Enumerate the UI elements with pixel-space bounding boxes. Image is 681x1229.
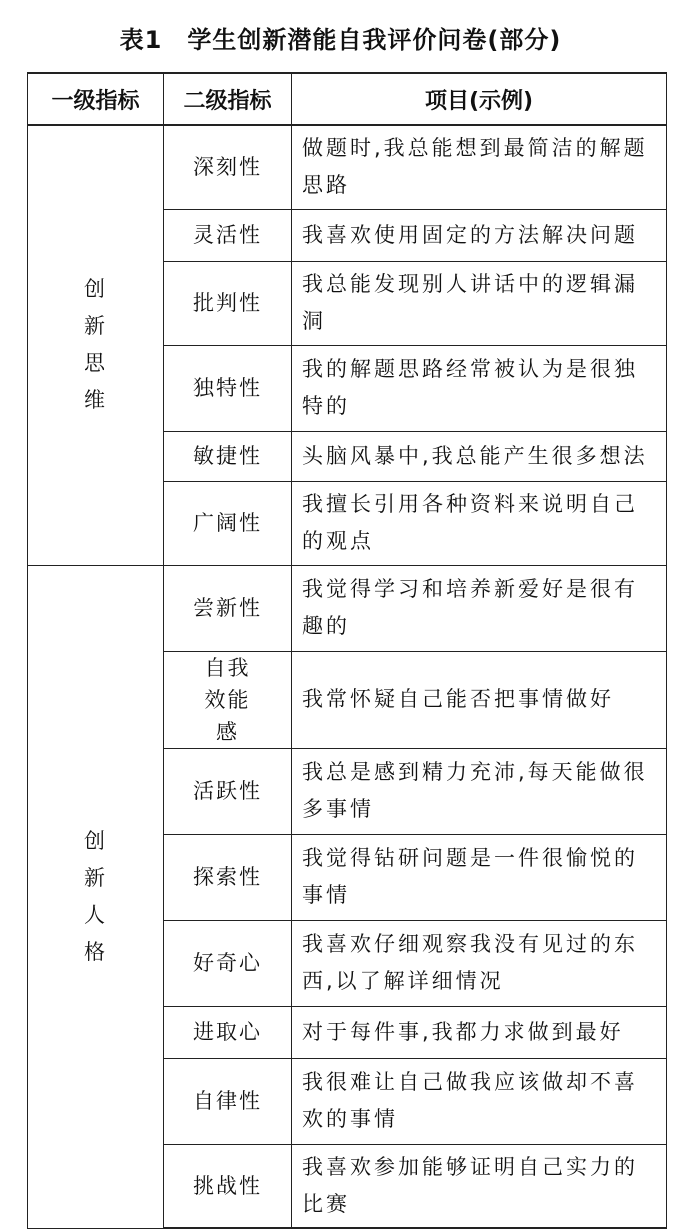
item-cell: 我喜欢使用固定的方法解决问题 <box>292 209 667 261</box>
level2-cell: 活跃性 <box>164 748 292 834</box>
header-level1: 一级指标 <box>28 73 164 125</box>
level1-cell <box>28 125 164 565</box>
item-cell: 做题时,我总能想到最简洁的解题思路 <box>292 125 667 209</box>
item-cell: 我擅长引用各种资料来说明自己的观点 <box>292 481 667 565</box>
level2-cell: 广阔性 <box>164 481 292 565</box>
item-cell: 我总是感到精力充沛,每天能做很多事情 <box>292 748 667 834</box>
level1-cell <box>28 565 164 1228</box>
item-cell: 我的解题思路经常被认为是很独特的 <box>292 345 667 431</box>
table-caption: 表1 学生创新潜能自我评价问卷(部分) <box>119 26 562 54</box>
level1-label: 创新思维 <box>84 277 107 413</box>
item-cell: 我喜欢参加能够证明自己实力的比赛 <box>292 1144 667 1228</box>
level2-cell: 尝新性 <box>164 565 292 651</box>
level2-cell: 挑战性 <box>164 1144 292 1228</box>
level2-cell: 深刻性 <box>164 125 292 209</box>
table-row <box>28 565 667 651</box>
level2-cell: 好奇心 <box>164 920 292 1006</box>
item-cell: 我常怀疑自己能否把事情做好 <box>292 651 667 748</box>
level2-cell: 敏捷性 <box>164 431 292 481</box>
item-cell: 我总能发现别人讲话中的逻辑漏洞 <box>292 261 667 345</box>
item-cell: 我觉得钻研问题是一件很愉悦的事情 <box>292 834 667 920</box>
level2-cell: 自律性 <box>164 1058 292 1144</box>
level2-cell: 灵活性 <box>164 209 292 261</box>
level2-cell: 批判性 <box>164 261 292 345</box>
level2-cell: 探索性 <box>164 834 292 920</box>
item-cell: 头脑风暴中,我总能产生很多想法 <box>292 431 667 481</box>
header-level2: 二级指标 <box>164 73 292 125</box>
header-item: 项目(示例) <box>292 73 667 125</box>
level2-cell: 进取心 <box>164 1006 292 1058</box>
level2-label: 自我效能感 <box>204 655 251 744</box>
item-cell: 我很难让自己做我应该做却不喜欢的事情 <box>292 1058 667 1144</box>
header-row <box>28 73 667 125</box>
item-cell: 我觉得学习和培养新爱好是很有趣的 <box>292 565 667 651</box>
table-row <box>28 125 667 209</box>
level1-label: 创新人格 <box>84 828 107 964</box>
evaluation-table <box>27 72 667 1229</box>
item-cell: 我喜欢仔细观察我没有见过的东西,以了解详细情况 <box>292 920 667 1006</box>
item-cell: 对于每件事,我都力求做到最好 <box>292 1006 667 1058</box>
level2-cell: 独特性 <box>164 345 292 431</box>
level2-cell <box>164 651 292 748</box>
